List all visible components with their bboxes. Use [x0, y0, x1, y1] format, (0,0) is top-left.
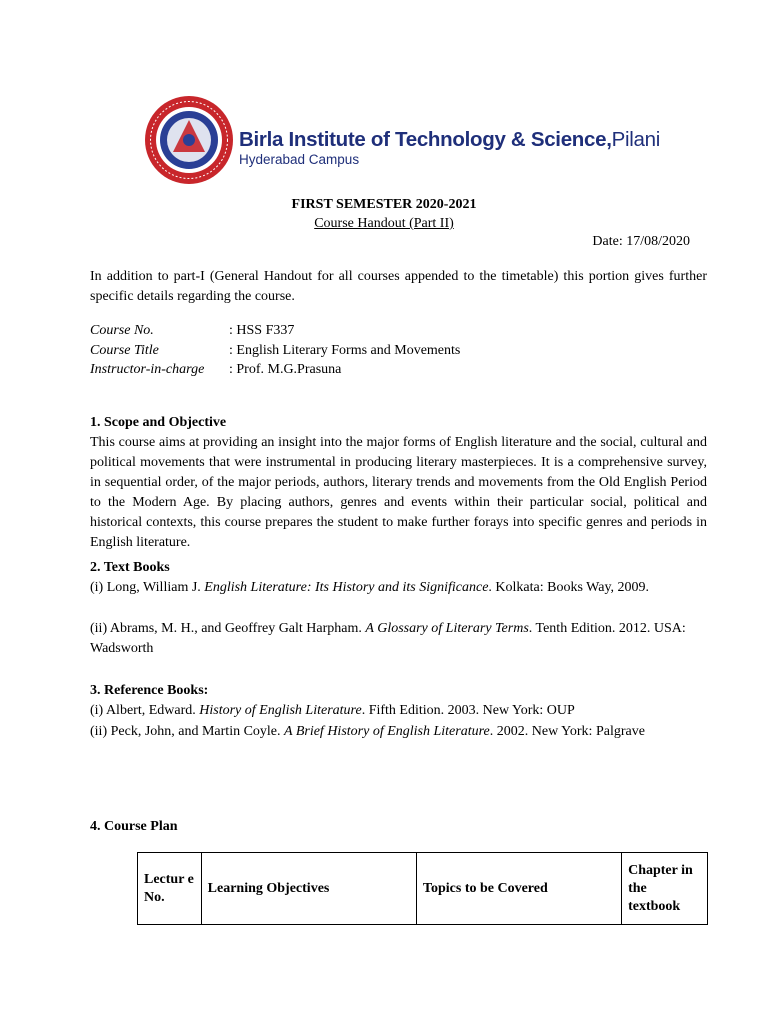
scope-paragraph: This course aims at providing an insight into the major forms of English literature and the social, cultural and political movements that were instrumental in producing literary masterpieces. It is a comprehensive survey, in sequential order, of the major periods, authors, literary trends and movements from the Old English Period to the Modern Age. By placing authors, genres and events within their particular social, political and historical contexts, this course prepares the student to make further forays into specific genres and periods in English literature. [90, 435, 707, 550]
course-plan-heading: 4. Course Plan [90, 819, 178, 834]
text-book-item: (ii) Abrams, M. H., and Geoffrey Galt Harpham. A Glossary of Literary Terms. Tenth Edition. 2012. USA: Wadsworth [90, 621, 686, 656]
column-header-lecture-no: Lectur e No. [138, 853, 202, 925]
instructor-value: : Prof. M.G.Prasuna [229, 362, 342, 377]
handout-date: Date: 17/08/2020 [592, 234, 690, 249]
institute-seal-icon [143, 94, 235, 186]
handout-subtitle: Course Handout (Part II) [314, 216, 454, 231]
column-header-chapter: Chapter in the textbook [622, 853, 708, 925]
campus-name: Hyderabad Campus [239, 152, 360, 167]
reference-books-heading: 3. Reference Books: [90, 683, 209, 698]
institute-logo [143, 94, 660, 192]
course-no-value: : HSS F337 [229, 323, 295, 338]
course-plan-table [137, 852, 708, 925]
reference-book-item: (ii) Peck, John, and Martin Coyle. A Brief History of English Literature. 2002. New York: Palgrave [90, 724, 645, 739]
course-title-label: Course Title [90, 343, 159, 358]
column-header-topics: Topics to be Covered [416, 853, 621, 925]
intro-paragraph: In addition to part-I (General Handout for all courses appended to the timetable) this portion gives further specific details regarding the course. [90, 269, 707, 304]
institute-suffix: Pilani [611, 128, 660, 151]
text-books-heading: 2. Text Books [90, 560, 170, 575]
course-no-label: Course No. [90, 323, 154, 338]
scope-heading: 1. Scope and Objective [90, 415, 227, 430]
text-book-item: (i) Long, William J. English Literature: Its History and its Significance. Kolkata: Books Way, 2009. [90, 580, 650, 595]
course-title-value: : English Literary Forms and Movements [229, 343, 461, 358]
institute-name: Birla Institute of Technology & Science,Pilani [239, 128, 660, 151]
column-header-learning-objectives: Learning Objectives [201, 853, 416, 925]
reference-book-item: (i) Albert, Edward. History of English Literature. Fifth Edition. 2003. New York: OUP [90, 703, 575, 718]
table-header-row [138, 853, 708, 925]
semester-title: FIRST SEMESTER 2020-2021 [291, 197, 477, 212]
instructor-label: Instructor-in-charge [90, 362, 205, 377]
